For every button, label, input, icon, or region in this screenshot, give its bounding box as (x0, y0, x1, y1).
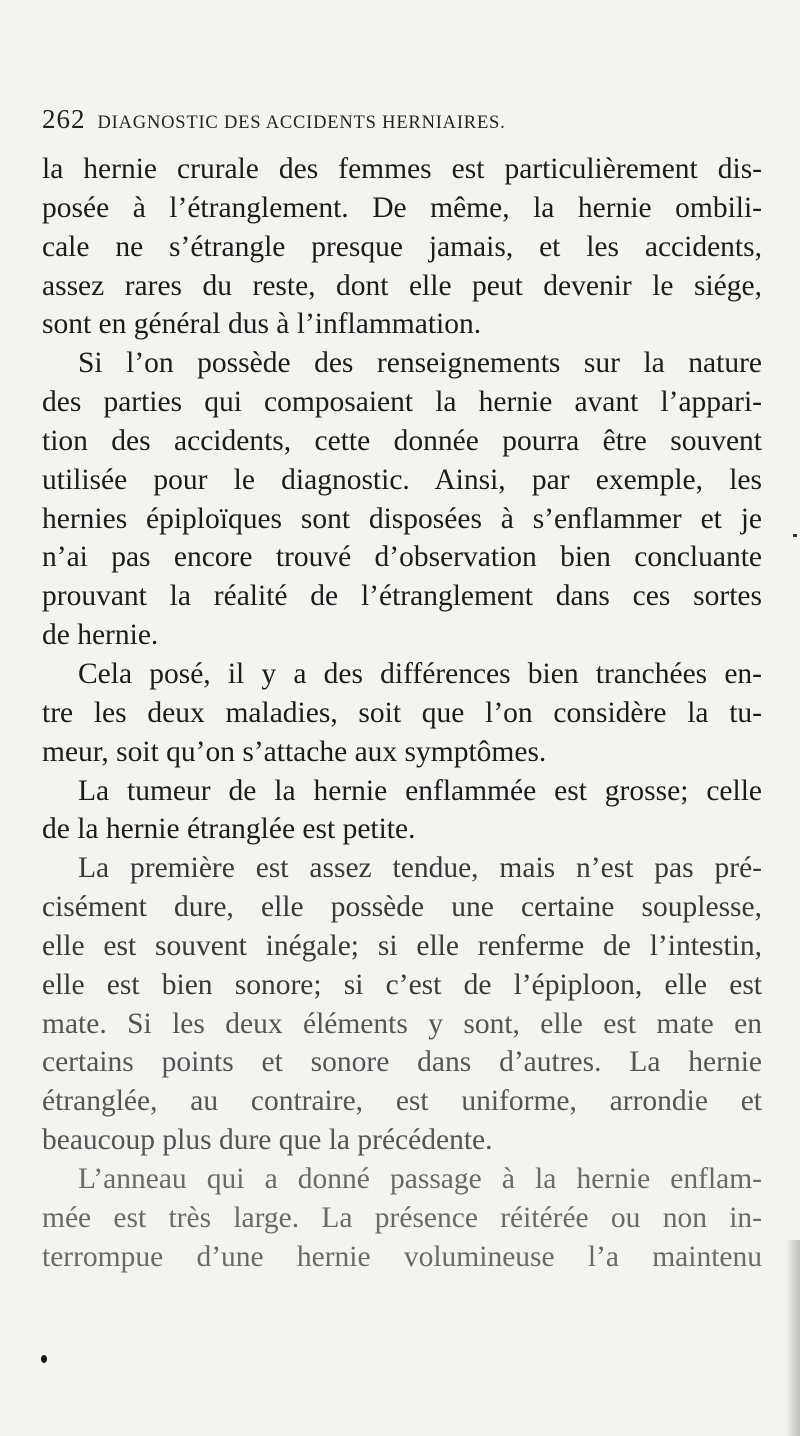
text-line: meur, soit qu’on s’attache aux symptômes. (42, 735, 547, 768)
text-line: certains points et sonore dans d’autres. La hernie (42, 1046, 762, 1079)
text-line: n’ai pas encore trouvé d’observation bien concluante (42, 541, 762, 574)
text-line: L’anneau qui a donné passage à la hernie enflam- (78, 1162, 762, 1195)
text-line: prouvant la réalité de l’étranglement dans ces sortes (42, 580, 762, 613)
text-line: assez rares du reste, dont elle peut devenir le siége, (42, 269, 762, 302)
text-line: La tumeur de la hernie enflammée est grosse; celle (78, 774, 762, 807)
text-line: beaucoup plus dure que la précédente. (42, 1124, 493, 1157)
text-line: de hernie. (42, 619, 159, 652)
text-line: mate. Si les deux éléments y sont, elle est mate en (42, 1007, 762, 1040)
text-line: tre les deux maladies, soit que l’on considère la tu- (42, 696, 762, 729)
text-line: terrompue d’une hernie volumineuse l’a maintenu (42, 1240, 762, 1273)
text-line: des parties qui composaient la hernie avant l’appari- (42, 386, 762, 419)
margin-mark (793, 534, 797, 537)
text-line: elle est souvent inégale; si elle renferme de l’intestin, (42, 929, 762, 962)
text-line: La première est assez tendue, mais n’est pas pré- (78, 852, 762, 885)
text-line: utilisée pour le diagnostic. Ainsi, par exemple, les (42, 463, 762, 496)
ink-dot (41, 1355, 47, 1363)
text-line: posée à l’étranglement. De même, la hernie ombili- (42, 191, 762, 224)
text-line: tion des accidents, cette donnée pourra être souvent (42, 424, 762, 457)
text-line: Si l’on possède des renseignements sur la nature (78, 347, 762, 380)
text-line: hernies épiploïques sont disposées à s’enflammer et je (42, 502, 762, 535)
text-line: de la hernie étranglée est petite. (42, 813, 416, 846)
text-line: étranglée, au contraire, est uniforme, arrondie et (42, 1085, 762, 1118)
text-line: cale ne s’étrangle presque jamais, et les accidents, (42, 230, 762, 263)
text-line: Cela posé, il y a des différences bien tranchées en- (78, 657, 762, 690)
text-line: sont en général dus à l’inflammation. (42, 308, 482, 341)
body-text (42, 150, 762, 1276)
text-line: la hernie crurale des femmes est particulièrement dis- (42, 153, 762, 185)
text-line: mée est très large. La présence réitérée ou non in- (42, 1201, 762, 1234)
running-head: DIAGNOSTIC DES ACCIDENTS HERNIAIRES. (97, 113, 506, 133)
page-edge-shadow (786, 1240, 800, 1436)
page-header (42, 104, 762, 140)
page-number: 262 (42, 104, 86, 134)
text-line: cisément dure, elle possède une certaine souplesse, (42, 891, 762, 924)
text-line: elle est bien sonore; si c’est de l’épiploon, elle est (42, 968, 762, 1001)
